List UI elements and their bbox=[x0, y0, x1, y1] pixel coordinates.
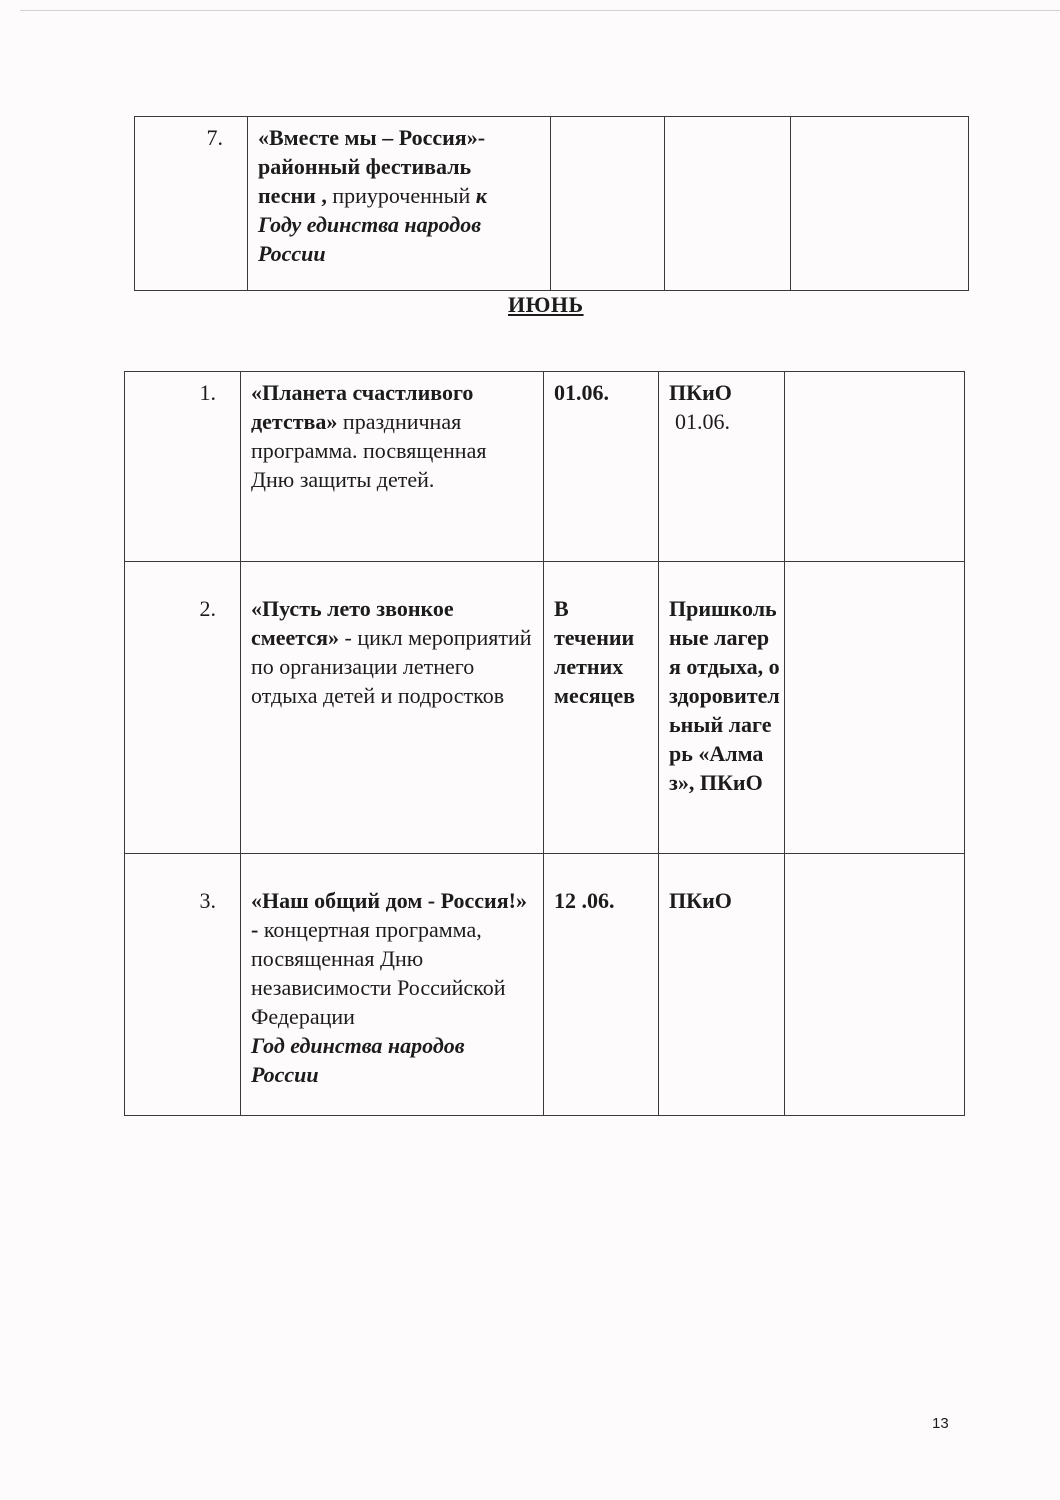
row-number: 7. bbox=[135, 117, 248, 291]
table-row bbox=[125, 372, 965, 562]
event-italic-line2: Году единства народов bbox=[258, 212, 482, 237]
place-cell bbox=[659, 854, 785, 1116]
event-title-line2: районный фестиваль bbox=[258, 154, 472, 179]
event-title: «Планета счастливого детства» bbox=[251, 380, 474, 434]
place-name: Пришкольные лагеря отдыха, оздоровительный лагерь «Алмаз», ПКиО bbox=[669, 596, 780, 795]
row-number: 3. bbox=[125, 854, 241, 1116]
place-cell bbox=[659, 372, 785, 562]
event-title: «Наш общий дом - Россия!» - bbox=[251, 888, 527, 942]
date-cell: 01.06. bbox=[544, 372, 659, 562]
event-italic: к bbox=[475, 183, 487, 208]
responsible-cell bbox=[785, 562, 965, 854]
event-cell bbox=[241, 562, 544, 854]
event-text: концертная программа, посвященная Дню независимости Российской Федерации bbox=[251, 917, 506, 1029]
month-heading: ИЮНЬ bbox=[508, 292, 584, 317]
event-cell bbox=[248, 117, 551, 291]
place-cell bbox=[665, 117, 791, 291]
page-number: 13 bbox=[932, 1415, 949, 1432]
table-row bbox=[125, 562, 965, 854]
event-title: «Пусть лето звонкое смеется» bbox=[251, 596, 454, 650]
event-italic: Год единства народов России bbox=[251, 1033, 465, 1087]
event-cell bbox=[241, 372, 544, 562]
date-cell: 12 .06. bbox=[544, 854, 659, 1116]
event-title-line3: песни , bbox=[258, 183, 327, 208]
place-cell bbox=[659, 562, 785, 854]
event-text: приуроченный bbox=[326, 183, 476, 208]
table-row bbox=[125, 854, 965, 1116]
place-date: 01.06. bbox=[675, 409, 730, 434]
event-cell bbox=[241, 854, 544, 1116]
place-name: ПКиО bbox=[669, 888, 732, 913]
event-title: «Вместе мы – Россия»- bbox=[258, 125, 486, 150]
may-table-continued bbox=[134, 116, 969, 291]
june-table bbox=[124, 371, 965, 1116]
table-row bbox=[135, 117, 969, 291]
date-cell bbox=[551, 117, 665, 291]
date-cell: В течении летних месяцев bbox=[544, 562, 659, 854]
responsible-cell bbox=[791, 117, 969, 291]
page-top-rule bbox=[20, 10, 1060, 11]
row-number: 2. bbox=[125, 562, 241, 854]
responsible-cell bbox=[785, 372, 965, 562]
responsible-cell bbox=[785, 854, 965, 1116]
event-text: праздничная программа. посвященная Дню защиты детей. bbox=[251, 409, 487, 492]
event-text: - цикл мероприятий по организации летнего отдыха детей и подростков bbox=[251, 625, 532, 708]
row-number: 1. bbox=[125, 372, 241, 562]
place-name: ПКиО bbox=[669, 380, 732, 405]
event-italic-line3: России bbox=[258, 241, 326, 266]
